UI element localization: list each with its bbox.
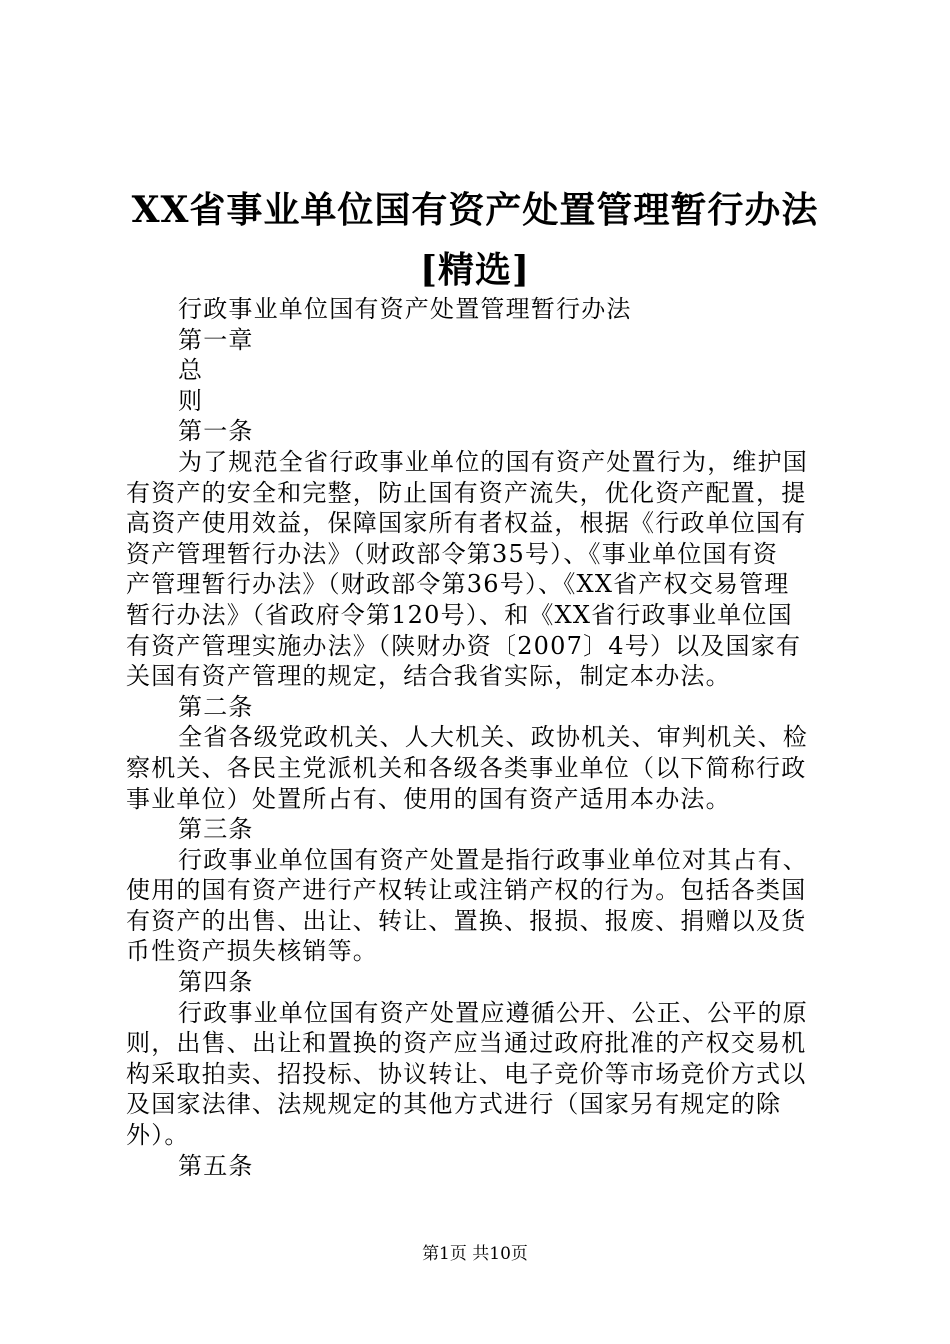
text-line: 第一章	[178, 325, 254, 354]
text-line: 第五条	[178, 1151, 254, 1180]
text-line: 产管理暂行办法》（财政部令第36号）、《XX省产权交易管理	[126, 570, 790, 599]
text-line: 行政事业单位国有资产处置管理暂行办法	[178, 295, 632, 323]
document-body	[126, 294, 830, 1181]
text-line: 第一条	[178, 417, 254, 446]
text-line: 有资产的出售、出让、转让、置换、报损、报废、捐赠以及货	[126, 906, 807, 935]
text-line: 第四条	[178, 968, 254, 997]
document-title: XX省事业单位国有资产处置管理暂行办法[精选]	[131, 189, 819, 291]
text-line: 事业单位）处置所占有、使用的国有资产适用本办法。	[126, 784, 731, 813]
text-line: 全省各级党政机关、人大机关、政协机关、审判机关、检	[178, 723, 808, 752]
text-line: 外）。	[126, 1121, 190, 1150]
text-line: 行政事业单位国有资产处置应遵循公开、公正、公平的原	[178, 998, 808, 1027]
text-line: 第三条	[178, 815, 254, 844]
text-line: 资产管理暂行办法》（财政部令第35号）、《事业单位国有资	[126, 539, 779, 568]
text-line: 察机关、各民主党派机关和各级各类事业单位（以下简称行政	[126, 753, 807, 782]
text-line: 暂行办法》（省政府令第120号）、和《XX省行政事业单位国	[126, 600, 793, 629]
text-line: 第二条	[178, 692, 254, 721]
text-line: 有资产管理实施办法》（陕财办资〔2007〕4号）以及国家有	[126, 631, 802, 660]
text-line: 总	[178, 356, 204, 385]
text-line: 则，出售、出让和置换的资产应当通过政府批准的产权交易机	[126, 1029, 807, 1058]
text-line: 则	[178, 386, 204, 415]
text-line: 为了规范全省行政事业单位的国有资产处置行为，维护国	[178, 447, 808, 476]
text-line: 及国家法律、法规规定的其他方式进行（国家另有规定的除	[126, 1090, 782, 1119]
text-line: 构采取拍卖、招投标、协议转让、电子竞价等市场竞价方式以	[126, 1059, 807, 1088]
text-line: 关国有资产管理的规定，结合我省实际，制定本办法。	[126, 662, 731, 691]
text-line: 币性资产损失核销等。	[126, 937, 378, 966]
text-line: 使用的国有资产进行产权转让或注销产权的行为。包括各类国	[126, 876, 807, 905]
text-line: 有资产的安全和完整，防止国有资产流失，优化资产配置，提	[126, 478, 807, 507]
text-line: 行政事业单位国有资产处置是指行政事业单位对其占有、	[178, 845, 808, 874]
text-line: 高资产使用效益，保障国家所有者权益，根据《行政单位国有	[126, 509, 807, 538]
page-footer: 第1页 共10页	[422, 1244, 528, 1264]
